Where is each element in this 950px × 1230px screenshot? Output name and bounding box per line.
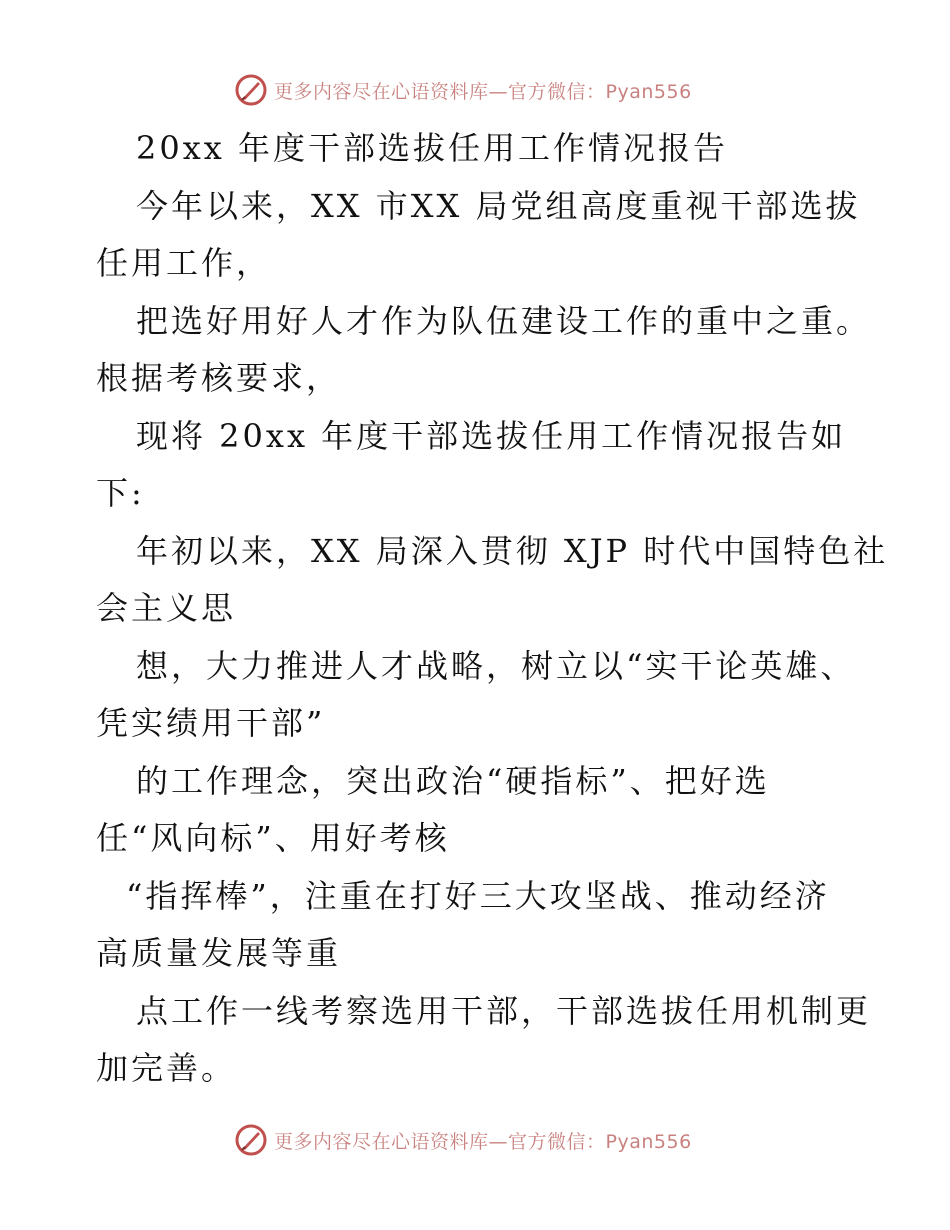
text-line: 今年以来，XX 市XX 局党组高度重视干部选拔 xyxy=(136,186,861,225)
quill-pen-logo-icon xyxy=(234,1123,268,1157)
text-line: 会主义思 xyxy=(96,589,237,627)
text-line: 任“风向标”、用好考核 xyxy=(96,819,450,857)
text-line: 年初以来，XX 局深入贯彻 XJP 时代中国特色社 xyxy=(136,531,889,570)
text-line: “指挥棒”，注重在打好三大攻坚战、推动经济 xyxy=(126,876,830,915)
header-watermark-banner xyxy=(234,70,692,110)
text-line: 高质量发展等重 xyxy=(96,934,342,972)
text-line: 加完善。 xyxy=(96,1049,237,1087)
text-line: 根据考核要求， xyxy=(96,359,342,397)
text-line: 点工作一线考察选用干部，干部选拔任用机制更 xyxy=(136,991,872,1030)
text-line: 的工作理念，突出政治“硬指标”、把好选 xyxy=(136,761,770,800)
text-line: 下: xyxy=(96,474,145,512)
footer-watermark-text: 更多内容尽在心语资料库—官方微信：Pyan556 xyxy=(274,1130,692,1153)
text-line: 想，大力推进人才战略，树立以“实干论英雄、 xyxy=(136,646,856,685)
text-line: 任用工作， xyxy=(96,244,272,282)
text-line: 凭实绩用干部” xyxy=(96,704,326,742)
text-line: 把选好用好人才作为队伍建设工作的重中之重。 xyxy=(136,301,872,340)
text-line: 现将 20xx 年度干部选拔任用工作情况报告如 xyxy=(136,416,847,455)
document-body xyxy=(96,120,889,1098)
text-line: 20xx 年度干部选拔任用工作情况报告 xyxy=(136,129,728,167)
quill-pen-logo-icon xyxy=(234,73,268,107)
footer-watermark-banner xyxy=(234,1120,692,1160)
header-watermark-text: 更多内容尽在心语资料库—官方微信：Pyan556 xyxy=(274,80,692,103)
